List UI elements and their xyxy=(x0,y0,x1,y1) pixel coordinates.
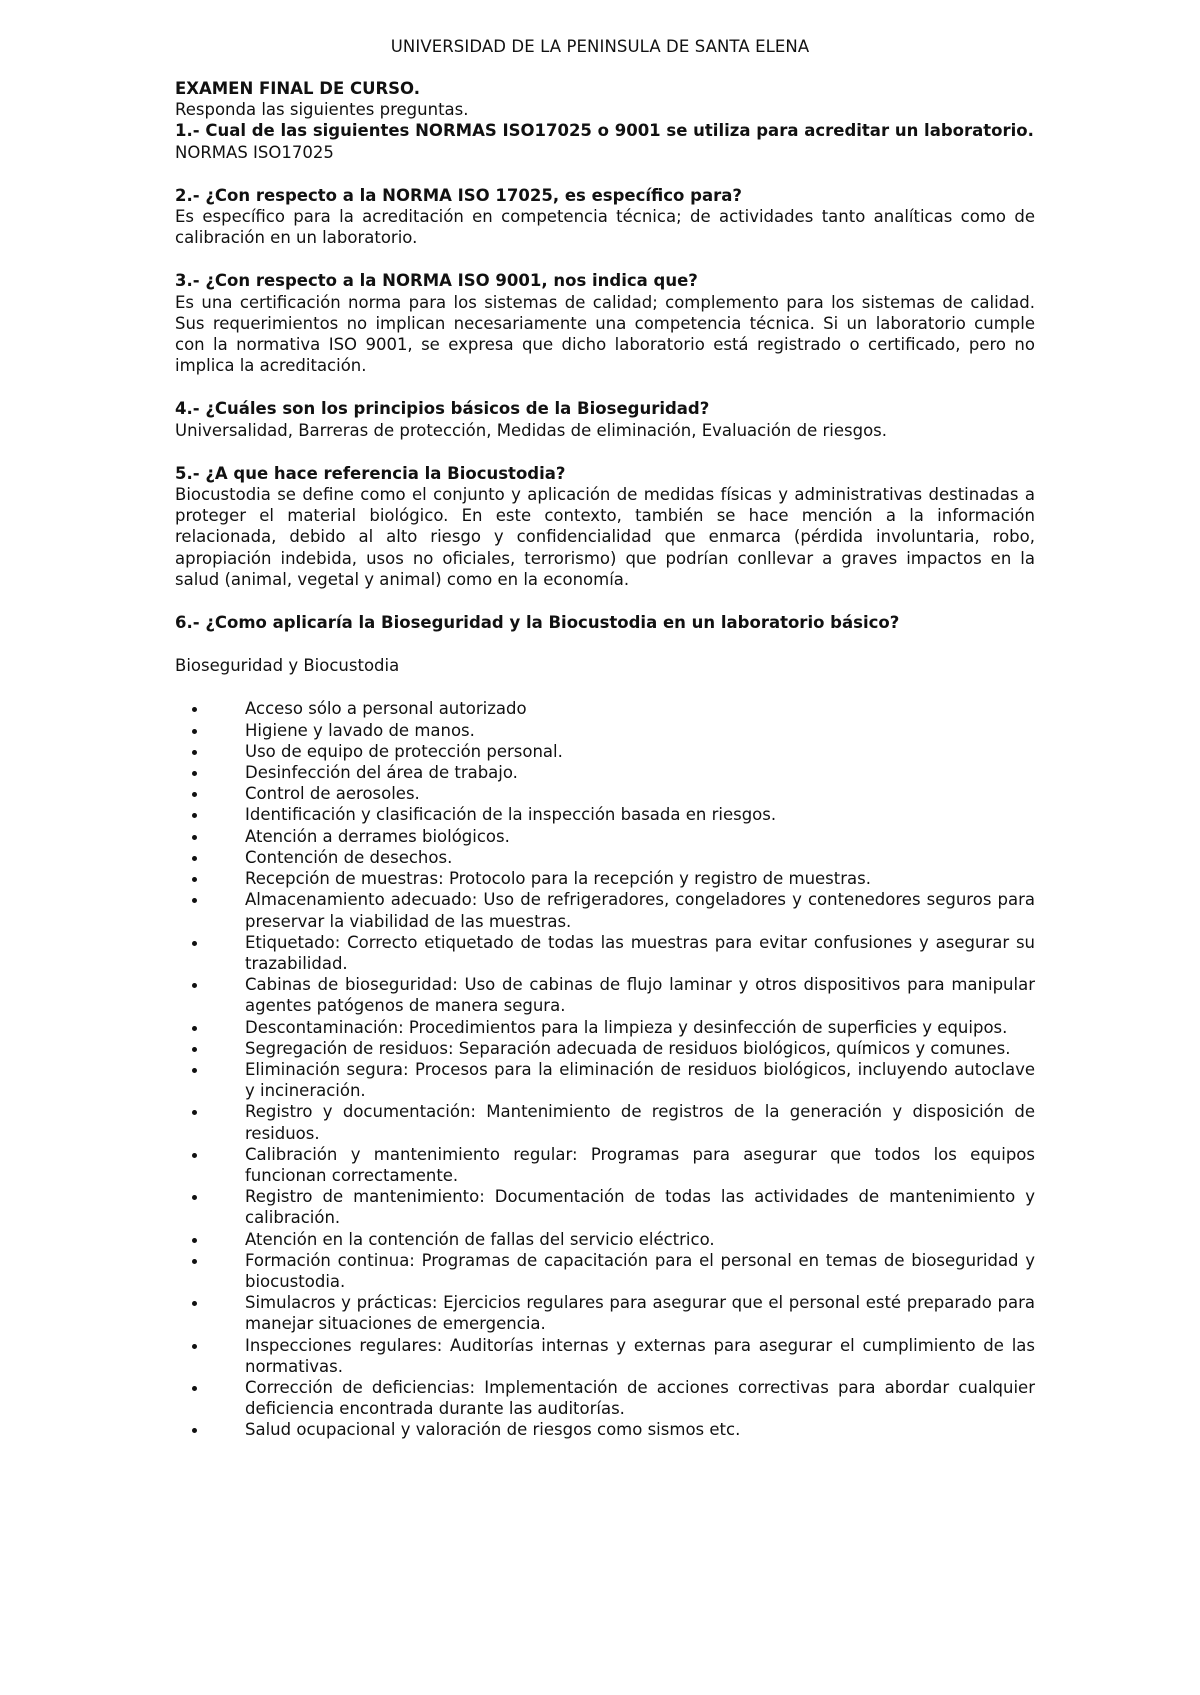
list-item-text: Descontaminación: Procedimientos para la limpieza y desinfección de superficies y equipos. xyxy=(245,1017,1008,1037)
list-item xyxy=(175,847,1035,868)
bullet-icon xyxy=(192,1344,197,1349)
list-item xyxy=(175,1377,1035,1419)
list-item-text: Calibración y mantenimiento regular: Programas para asegurar que todos los equipos funcionan correctamente. xyxy=(245,1144,1035,1185)
list-item-text: Acceso sólo a personal autorizado xyxy=(245,699,527,719)
list-item xyxy=(175,1186,1035,1228)
question-2: 2.- ¿Con respecto a la NORMA ISO 17025, es específico para? xyxy=(175,185,742,205)
answer-2: Es específico para la acreditación en competencia técnica; de actividades tanto analíticas como de calibración en un laboratorio. xyxy=(175,207,1035,248)
list-item-text: Corrección de deficiencias: Implementación de acciones correctivas para abordar cualquier deficiencia encontrada durante las auditorías. xyxy=(245,1377,1035,1419)
question-1: 1.- Cual de las siguientes NORMAS ISO17025 o 9001 se utiliza para acreditar un laboratorio. xyxy=(175,121,1034,141)
list-item xyxy=(175,1101,1035,1143)
bullet-list xyxy=(175,698,1035,1440)
list-item xyxy=(175,974,1035,1016)
list-item-text: Uso de equipo de protección personal. xyxy=(245,741,563,761)
list-item-text: Inspecciones regulares: Auditorías internas y externas para asegurar el cumplimiento de las normativas. xyxy=(245,1335,1035,1376)
bullet-icon xyxy=(192,1110,197,1115)
list-item-text: Almacenamiento adecuado: Uso de refrigeradores, congeladores y contenedores seguros para preservar la viabilidad de las muestras. xyxy=(245,890,1035,931)
bullet-icon xyxy=(192,877,197,882)
list-item-text: Simulacros y prácticas: Ejercicios regulares para asegurar que el personal esté preparado para manejar situaciones de emergencia. xyxy=(245,1293,1035,1334)
bullet-icon xyxy=(192,1195,197,1200)
list-item xyxy=(175,762,1035,783)
question-3: 3.- ¿Con respecto a la NORMA ISO 9001, nos indica que? xyxy=(175,271,698,291)
question-5: 5.- ¿A que hace referencia la Biocustodia? xyxy=(175,463,566,483)
question-4: 4.- ¿Cuáles son los principios básicos de la Bioseguridad? xyxy=(175,399,710,419)
bullet-icon xyxy=(192,1386,197,1391)
list-item-text: Atención en la contención de fallas del servicio eléctrico. xyxy=(245,1229,715,1249)
answer-4: Universalidad, Barreras de protección, Medidas de eliminación, Evaluación de riesgos. xyxy=(175,420,888,440)
list-item-text: Control de aerosoles. xyxy=(245,784,420,804)
bullet-icon xyxy=(192,729,197,734)
page-header: UNIVERSIDAD DE LA PENINSULA DE SANTA ELENA xyxy=(390,37,810,56)
list-item-text: Segregación de residuos: Separación adecuada de residuos biológicos, químicos y comunes. xyxy=(245,1038,1011,1058)
list-item xyxy=(175,889,1035,931)
bullet-icon xyxy=(192,983,197,988)
list-item xyxy=(175,1038,1035,1059)
list-item xyxy=(175,741,1035,762)
document-body xyxy=(175,78,1035,1441)
exam-title: EXAMEN FINAL DE CURSO. xyxy=(175,79,420,98)
list-item-text: Recepción de muestras: Protocolo para la recepción y registro de muestras. xyxy=(245,869,871,889)
list-item xyxy=(175,1292,1035,1334)
bullet-icon xyxy=(192,1301,197,1306)
bullet-icon xyxy=(192,771,197,776)
bullet-icon xyxy=(192,835,197,840)
bullet-icon xyxy=(192,1047,197,1052)
subheading: Bioseguridad y Biocustodia xyxy=(175,656,400,676)
bullet-icon xyxy=(192,941,197,946)
bullet-icon xyxy=(192,707,197,712)
bullet-icon xyxy=(192,750,197,755)
list-item-text: Etiquetado: Correcto etiquetado de todas las muestras para evitar confusiones y asegurar su trazabilidad. xyxy=(245,932,1035,973)
bullet-icon xyxy=(192,1428,197,1433)
list-item xyxy=(175,1059,1035,1101)
answer-3: Es una certificación norma para los sistemas de calidad; complemento para los sistemas de calidad. Sus requerimientos no implican necesariamente una competencia técnica. Si un laboratorio cumple con la normativa ISO 9001, se expresa que dicho laboratorio está registrado o certificado, pero no implica la acreditación. xyxy=(175,292,1035,376)
list-item xyxy=(175,1419,1035,1440)
bullet-icon xyxy=(192,1026,197,1031)
list-item-text: Desinfección del área de trabajo. xyxy=(245,763,518,783)
bullet-icon xyxy=(192,1068,197,1073)
list-item-text: Registro y documentación: Mantenimiento de registros de la generación y disposición de residuos. xyxy=(245,1102,1035,1143)
answer-5: Biocustodia se define como el conjunto y aplicación de medidas físicas y administrativas destinadas a proteger el material biológico. En este contexto, también se hace mención a la información relacionada, debido al alto riesgo y confidencialidad que enmarca (pérdida involuntaria, robo, apropiación indebida, usos no oficiales, terrorismo) que podrían conllevar a graves impactos en la salud (animal, vegetal y animal) como en la economía. xyxy=(175,485,1035,589)
bullet-icon xyxy=(192,1259,197,1264)
list-item xyxy=(175,698,1035,719)
bullet-icon xyxy=(192,1153,197,1158)
list-item-text: Eliminación segura: Procesos para la eliminación de residuos biológicos, incluyendo autoclave y incineración. xyxy=(245,1059,1035,1101)
question-6: 6.- ¿Como aplicaría la Bioseguridad y la Biocustodia en un laboratorio básico? xyxy=(175,613,900,633)
bullet-icon xyxy=(192,813,197,818)
list-item xyxy=(175,1250,1035,1292)
instruction: Responda las siguientes preguntas. xyxy=(175,100,469,120)
list-item xyxy=(175,1144,1035,1186)
answer-1: NORMAS ISO17025 xyxy=(175,142,334,162)
list-item-text: Higiene y lavado de manos. xyxy=(245,720,475,740)
list-item xyxy=(175,720,1035,741)
bullet-icon xyxy=(192,792,197,797)
list-item-text: Formación continua: Programas de capacitación para el personal en temas de bioseguridad y biocustodia. xyxy=(245,1250,1035,1291)
list-item xyxy=(175,932,1035,974)
list-item xyxy=(175,1335,1035,1377)
list-item xyxy=(175,783,1035,804)
list-item xyxy=(175,826,1035,847)
list-item xyxy=(175,868,1035,889)
list-item xyxy=(175,1017,1035,1038)
list-item-text: Registro de mantenimiento: Documentación de todas las actividades de mantenimiento y calibración. xyxy=(245,1187,1035,1228)
list-item-text: Contención de desechos. xyxy=(245,847,453,867)
list-item-text: Atención a derrames biológicos. xyxy=(245,826,510,846)
bullet-icon xyxy=(192,1238,197,1243)
bullet-icon xyxy=(192,898,197,903)
list-item-text: Cabinas de bioseguridad: Uso de cabinas de flujo laminar y otros dispositivos para manipular agentes patógenos de manera segura. xyxy=(245,975,1035,1016)
list-item-text: Salud ocupacional y valoración de riesgos como sismos etc. xyxy=(245,1420,741,1440)
list-item-text: Identificación y clasificación de la inspección basada en riesgos. xyxy=(245,805,777,825)
list-item xyxy=(175,804,1035,825)
list-item xyxy=(175,1229,1035,1250)
bullet-icon xyxy=(192,856,197,861)
